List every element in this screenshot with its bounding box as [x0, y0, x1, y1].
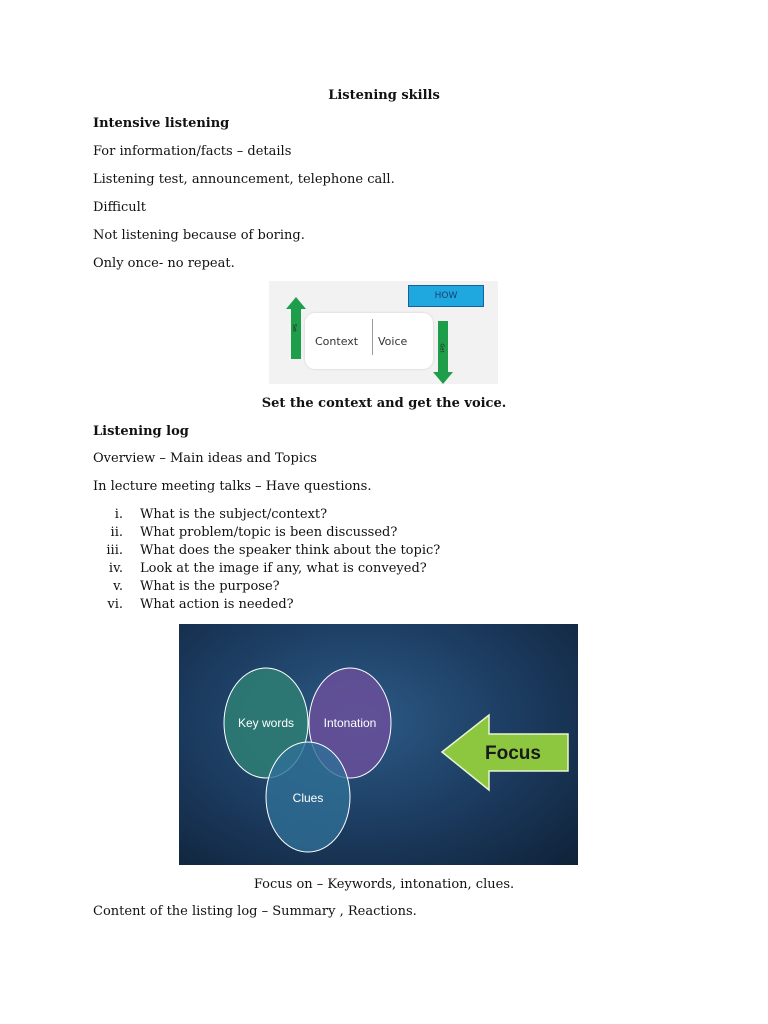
- clues-label: Clues: [292, 791, 324, 805]
- paragraph-line: Not listening because of boring.: [93, 228, 305, 243]
- intonation-label: Intonation: [323, 716, 377, 730]
- focus-label: Focus: [485, 743, 541, 764]
- paragraph-line: In lecture meeting talks – Have questions.: [93, 479, 372, 494]
- list-text: What does the speaker think about the topic?: [140, 543, 441, 558]
- list-text: What is the purpose?: [140, 579, 280, 594]
- list-number: v.: [113, 579, 123, 594]
- section-heading-listening-log: Listening log: [93, 424, 189, 439]
- paragraph-line: For information/facts – details: [93, 144, 292, 159]
- list-text: What problem/topic is been discussed?: [140, 525, 398, 540]
- section-heading-intensive-listening: Intensive listening: [93, 116, 230, 131]
- divider: [372, 319, 373, 355]
- context-label: Context: [315, 335, 359, 348]
- list-text: What action is needed?: [140, 597, 294, 612]
- list-item: [93, 543, 693, 558]
- list-item: [93, 507, 693, 522]
- how-box: HOW: [408, 285, 484, 307]
- context-voice-box: [305, 313, 433, 369]
- list-item: [93, 561, 693, 576]
- list-text: Look at the image if any, what is conveyed?: [140, 561, 427, 576]
- voice-label: Voice: [378, 335, 408, 348]
- list-number: iv.: [108, 561, 123, 576]
- paragraph-line: Overview – Main ideas and Topics: [93, 451, 317, 466]
- list-item: [93, 579, 693, 594]
- focus-caption: Focus on – Keywords, intonation, clues.: [253, 877, 515, 892]
- list-number: i.: [114, 507, 123, 522]
- list-number: vi.: [107, 597, 123, 612]
- down-arrow-label: Get: [438, 343, 445, 353]
- paragraph-line: Only once- no repeat.: [93, 256, 235, 271]
- document-title: Listening skills: [328, 88, 440, 103]
- focus-venn-diagram: [179, 624, 578, 865]
- list-number: iii.: [106, 543, 123, 558]
- list-number: ii.: [110, 525, 123, 540]
- paragraph-line: Difficult: [93, 200, 147, 215]
- diagram-caption: Set the context and get the voice.: [261, 396, 507, 411]
- venn-graphic: [179, 624, 578, 865]
- up-arrow-label: Set: [291, 323, 298, 333]
- list-item: [93, 597, 693, 612]
- list-text: What is the subject/context?: [140, 507, 328, 522]
- context-voice-diagram: [269, 281, 498, 384]
- paragraph-line: Listening test, announcement, telephone call.: [93, 172, 395, 187]
- list-item: [93, 525, 693, 540]
- keywords-label: Key words: [237, 716, 295, 730]
- closing-line: Content of the listing log – Summary , Reactions.: [93, 904, 417, 919]
